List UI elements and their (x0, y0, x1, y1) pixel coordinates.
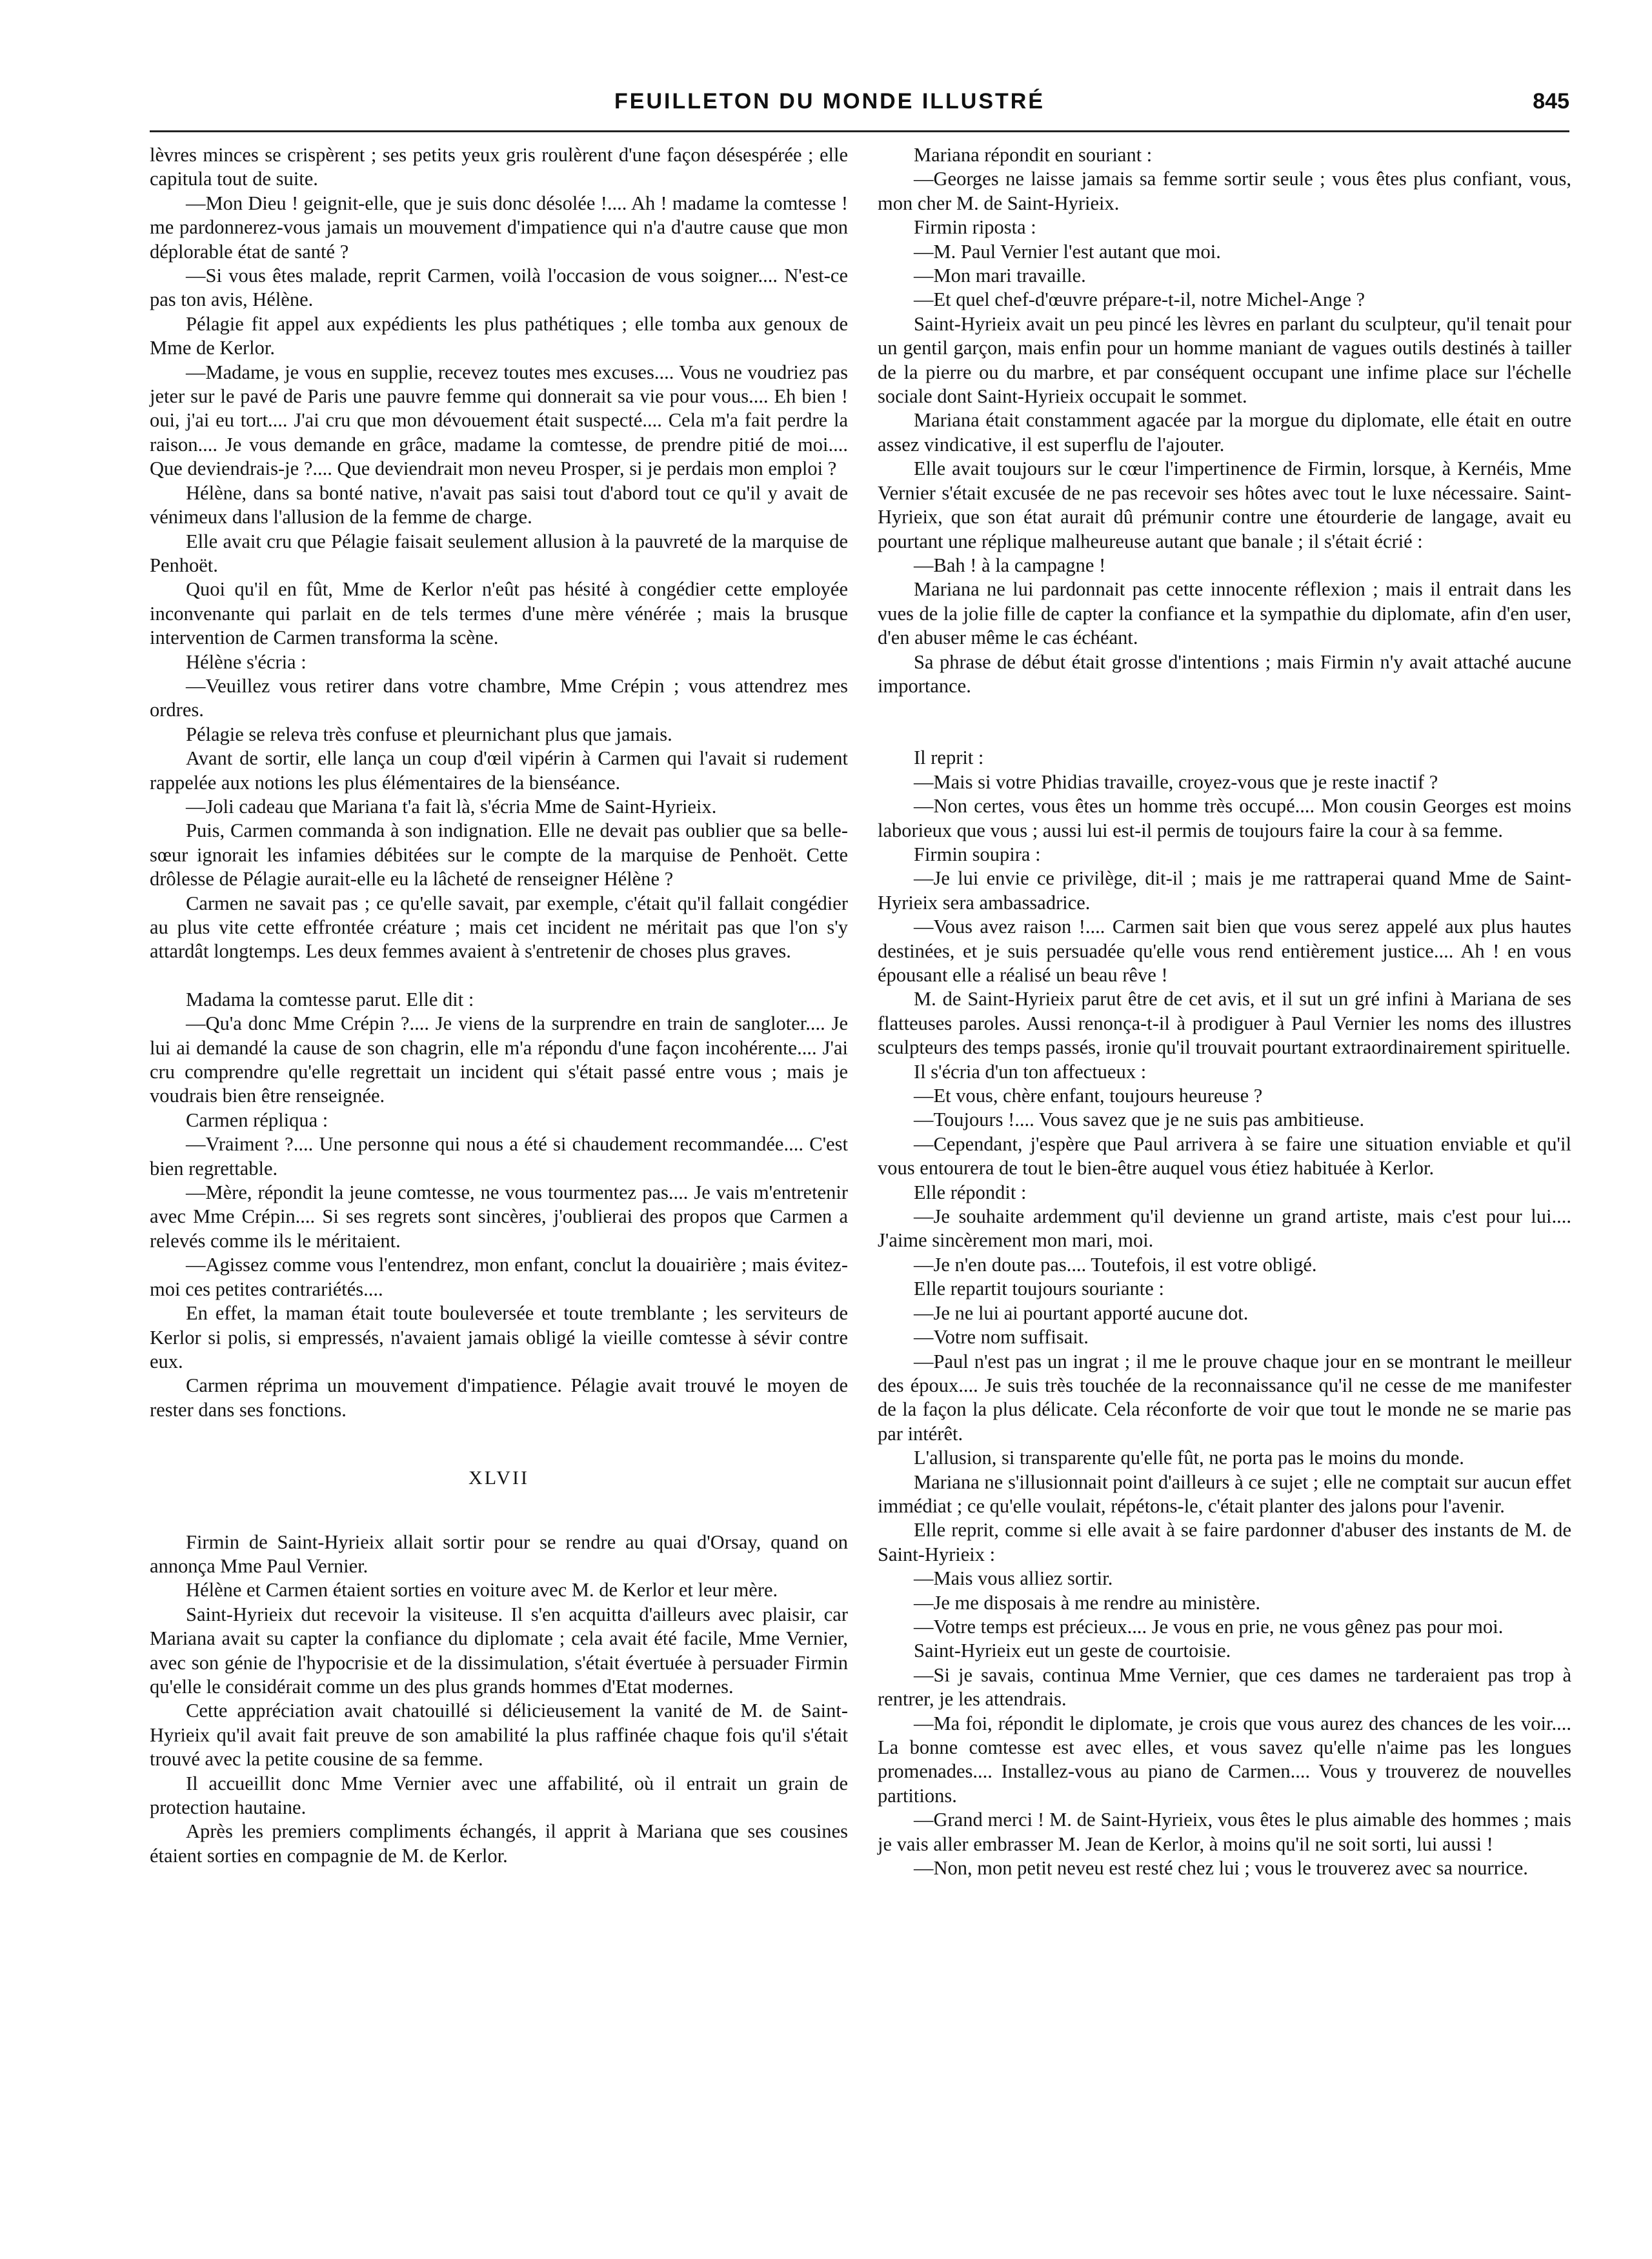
paragraph: Mariana ne s'illusionnait point d'ailleurs à ce sujet ; elle ne comptait sur aucun effet immédiat ; ce qu'elle voulait, répétons-le, c'était planter des jalons pour l'avenir. (878, 1471, 1571, 1517)
paragraph: —Grand merci ! M. de Saint-Hyrieix, vous êtes le plus aimable des hommes ; mais je vais aller embrasser M. Jean de Kerlor, à moins qu'il ne soit sorti, lui aussi ! (878, 1809, 1571, 1855)
paragraph: —Madame, je vous en supplie, recevez toutes mes excuses.... Vous ne voudriez pas jeter sur le pavé de Paris une pauvre femme qui donnerait sa vie pour vous.... Eh bien ! oui, j'ai eu tort.... J'ai cru que mon dévouement était suspecté.... Cela m'a fait perdre la raison.... Je vous demande en grâce, madame la comtesse, de prendre pitié de moi.... Que deviendrais-je ?.... Que deviendrait mon neveu Prosper, si je perdais mon emploi ? (150, 361, 848, 480)
paragraph: Pélagie fit appel aux expédients les plus pathétiques ; elle tomba aux genoux de Mme de Kerlor. (150, 312, 848, 359)
paragraph: En effet, la maman était toute bouleversée et toute tremblante ; les serviteurs de Kerlor si polis, si empressés, n'avaient jamais obligé la vieille comtesse à sévir contre eux. (150, 1302, 848, 1372)
paragraph: —Ma foi, répondit le diplomate, je crois que vous aurez des chances de les voir.... La bonne comtesse est avec elles, et vous savez qu'elle n'aime pas les longues promenades.... Installez-vous au piano de Carmen.... Vous y trouverez de nouvelles partitions. (878, 1712, 1571, 1807)
paragraph: Hélène, dans sa bonté native, n'avait pas saisi tout d'abord tout ce qu'il y avait de vénimeux dans l'allusion de la femme de charge. (150, 481, 848, 528)
paragraph: —Joli cadeau que Mariana t'a fait là, s'écria Mme de Saint-Hyrieix. (186, 795, 717, 818)
page-number: 845 (1533, 89, 1569, 114)
paragraph: —Vous avez raison !.... Carmen sait bien que vous serez appelé aux plus hautes destinées, et je suis persuadée qu'elle vous rend entièrement justice.... Ah ! en vous épousant elle a réalisé un beau rêve ! (878, 916, 1571, 986)
paragraph: Madama la comtesse parut. Elle dit : (186, 988, 474, 1010)
paragraph: Elle avait cru que Pélagie faisait seulement allusion à la pauvreté de la marquise de Penhoët. (150, 530, 848, 576)
paragraph: Carmen ne savait pas ; ce qu'elle savait, par exemple, c'était qu'il fallait congédier au plus vite cette effrontée créature ; mais cet incident ne méritait pas que l'on s'y attardât longtemps. Les deux femmes avaient à s'entretenir de choses plus graves. (150, 892, 848, 963)
paragraph: Mariana était constamment agacée par la morgue du diplomate, elle était en outre assez vindicative, il est superflu de l'ajouter. (878, 409, 1571, 456)
paragraph: —Vraiment ?.... Une personne qui nous a été si chaudement recommandée.... C'est bien regrettable. (150, 1133, 848, 1180)
paragraph: Quoi qu'il en fût, Mme de Kerlor n'eût pas hésité à congédier cette employée inconvenante qui parlait en de tels termes d'une mère vénérée ; mais la brusque intervention de Carmen transforma la scène. (150, 578, 848, 649)
left-column (150, 143, 848, 1868)
paragraph: —Je n'en doute pas.... Toutefois, il est votre obligé. (914, 1253, 1317, 1276)
paragraph: —Toujours !.... Vous savez que je ne suis pas ambitieuse. (914, 1109, 1365, 1131)
paragraph: Elle repartit toujours souriante : (914, 1278, 1164, 1300)
paragraph: —Si je savais, continua Mme Vernier, que ces dames ne tarderaient pas trop à rentrer, je les attendrais. (878, 1663, 1571, 1711)
running-head: FEUILLETON DU MONDE ILLUSTRÉ (614, 89, 1045, 114)
paragraph: Saint-Hyrieix eut un geste de courtoisie. (914, 1640, 1231, 1662)
paragraph: Elle reprit, comme si elle avait à se faire pardonner d'abuser des instants de M. de Saint-Hyrieix : (878, 1519, 1571, 1565)
paragraph: Carmen répliqua : (186, 1109, 328, 1131)
paragraph: Hélène s'écria : (186, 650, 307, 673)
paragraph: Après les premiers compliments échangés, il apprit à Mariana que ses cousines étaient sorties en compagnie de M. de Kerlor. (150, 1820, 848, 1867)
paragraph: —Et vous, chère enfant, toujours heureuse ? (914, 1085, 1263, 1107)
header-rule (150, 130, 1569, 132)
paragraph: Elle répondit : (914, 1181, 1027, 1203)
paragraph: Mariana ne lui pardonnait pas cette innocente réflexion ; mais il entrait dans les vues de la jolie fille de capter la confiance et la sympathie du diplomate, afin d'en user, d'en abuser même le cas échéant. (878, 578, 1571, 649)
paragraph: —Bah ! à la campagne ! (914, 554, 1106, 576)
paragraph: —Mon Dieu ! geignit-elle, que je suis donc désolée !.... Ah ! madame la comtesse ! me pardonnerez-vous jamais un mouvement d'impatience qui n'a d'autre cause que mon déplorable état de santé ? (150, 192, 848, 263)
paragraph: —Veuillez vous retirer dans votre chambre, Mme Crépin ; vous attendrez mes ordres. (150, 674, 848, 721)
paragraph: —Je lui envie ce privilège, dit-il ; mais je me rattraperai quand Mme de Saint-Hyrieix sera ambassadrice. (878, 867, 1571, 914)
paragraph: —Mais si votre Phidias travaille, croyez-vous que je reste inactif ? (914, 770, 1438, 793)
paragraph: —Votre nom suffisait. (914, 1326, 1089, 1349)
paragraph: Avant de sortir, elle lança un coup d'œil vipérin à Carmen qui l'avait si rudement rappelée aux notions les plus élémentaires de la bienséance. (150, 747, 848, 794)
paragraph: Il s'écria d'un ton affectueux : (914, 1060, 1147, 1083)
paragraph: Il reprit : (914, 747, 984, 769)
paragraph: —Agissez comme vous l'entendrez, mon enfant, conclut la douairière ; mais évitez-moi ces petites contrariétés.... (150, 1254, 848, 1300)
paragraph: L'allusion, si transparente qu'elle fût, ne porta pas le moins du monde. (914, 1447, 1464, 1469)
paragraph: Firmin soupira : (914, 843, 1041, 865)
paragraph: —Georges ne laisse jamais sa femme sortir seule ; vous êtes plus confiant, vous, mon cher M. de Saint-Hyrieix. (878, 168, 1571, 214)
paragraph: —Je ne lui ai pourtant apporté aucune dot. (914, 1301, 1249, 1324)
paragraph: —Paul n'est pas un ingrat ; il me le prouve chaque jour en se montrant le meilleur des époux.... Je suis très touchée de la reconnaissance qu'il ne cesse de me manifester de la façon la plus délicate. Cela réconforte de voir que tout le monde ne se marie pas par intérêt. (878, 1350, 1571, 1445)
right-column (878, 143, 1571, 1880)
paragraph: —Mère, répondit la jeune comtesse, ne vous tourmentez pas.... Je vais m'entretenir avec Mme Crépin.... Si ses regrets sont sincères, j'oublierai des propos que Carmen a relevés comme ils le méritaient. (150, 1181, 848, 1252)
paragraph: —Mais vous alliez sortir. (914, 1567, 1113, 1590)
paragraph: Il accueillit donc Mme Vernier avec une affabilité, où il entrait un grain de protection hautaine. (150, 1772, 848, 1818)
paragraph: Cette appréciation avait chatouillé si délicieusement la vanité de M. de Saint-Hyrieix qu'il avait fait preuve de son amabilité la plus raffinée chaque fois qu'il s'était trouvé avec la petite cousine de sa femme. (150, 1700, 848, 1771)
chapter-heading: XLVII (468, 1467, 529, 1489)
paragraph: —Et quel chef-d'œuvre prépare-t-il, notre Michel-Ange ? (914, 288, 1365, 311)
paragraph: Firmin riposta : (914, 216, 1036, 239)
paragraph: Saint-Hyrieix dut recevoir la visiteuse. Il s'en acquitta d'ailleurs avec plaisir, car Mariana avait su capter la confiance du diplomate ; cela avait été facile, Mme Vernier, avec son génie de l'hypocrisie et de la dissimulation, s'était évertuée à persuader Firmin qu'elle le considérait comme un des plus grands hommes d'Etat modernes. (150, 1603, 848, 1698)
paragraph: Pélagie se releva très confuse et pleurnichant plus que jamais. (186, 723, 672, 745)
paragraph: —Qu'a donc Mme Crépin ?.... Je viens de la surprendre en train de sangloter.... Je lui ai demandé la cause de son chagrin, elle m'a répondu d'une façon incohérente.... J'ai cru comprendre qu'elle regrettait un incident qui s'était passé entre vous ; mais je voudrais bien être renseignée. (150, 1012, 848, 1107)
paragraph: Hélène et Carmen étaient sorties en voiture avec M. de Kerlor et leur mère. (186, 1579, 778, 1601)
paragraph: —Je souhaite ardemment qu'il devienne un grand artiste, mais c'est pour lui.... J'aime sincèrement mon mari, moi. (878, 1205, 1571, 1252)
paragraph: Saint-Hyrieix avait un peu pincé les lèvres en parlant du sculpteur, qu'il tenait pour un gentil garçon, mais enfin pour un homme maniant de vagues outils destinés à tailler de la pierre ou du marbre, et par conséquent occupant une infime place sur l'échelle sociale dont Saint-Hyrieix occupait le sommet. (878, 312, 1571, 408)
paragraph: Mariana répondit en souriant : (914, 144, 1153, 166)
paragraph: M. de Saint-Hyrieix parut être de cet avis, et il sut un gré infini à Mariana de ses flatteuses paroles. Aussi renonça-t-il à prodiguer à Paul Vernier les noms des illustres sculpteurs des temps passés, ironie qu'il trouvait pourtant extraordinairement spirituelle. (878, 988, 1571, 1059)
paragraph: —Mon mari travaille. (914, 265, 1086, 287)
paragraph: —Non certes, vous êtes un homme très occupé.... Mon cousin Georges est moins laborieux que vous ; aussi lui est-il permis de toujours faire la cour à sa femme. (878, 795, 1571, 841)
paragraph: —M. Paul Vernier l'est autant que moi. (914, 240, 1221, 263)
paragraph: Firmin de Saint-Hyrieix allait sortir pour se rendre au quai d'Orsay, quand on annonça Mme Paul Vernier. (150, 1531, 848, 1577)
paragraph: —Si vous êtes malade, reprit Carmen, voilà l'occasion de vous soigner.... N'est-ce pas ton avis, Hélène. (150, 265, 848, 311)
paragraph: —Votre temps est précieux.... Je vous en prie, ne vous gênez pas pour moi. (914, 1615, 1504, 1638)
paragraph: —Je me disposais à me rendre au ministère. (914, 1591, 1260, 1614)
paragraph: —Cependant, j'espère que Paul arrivera à se faire une situation enviable et qu'il vous entourera de tout le bien-être auquel vous étiez habituée à Kerlor. (878, 1132, 1571, 1180)
paragraph: Carmen réprima un mouvement d'impatience. Pélagie avait trouvé le moyen de rester dans ses fonctions. (150, 1374, 848, 1421)
paragraph: —Non, mon petit neveu est resté chez lui ; vous le trouverez avec sa nourrice. (914, 1857, 1528, 1880)
page-header (150, 89, 1569, 128)
paragraph: Puis, Carmen commanda à son indignation. Elle ne devait pas oublier que sa belle-sœur ignorait les infamies débitées sur le compte de la marquise de Penhoët. Cette drôlesse de Pélagie aurait-elle eu la lâcheté de renseigner Hélène ? (150, 819, 848, 890)
paragraph: lèvres minces se crispèrent ; ses petits yeux gris roulèrent d'une façon désespérée ; elle capitula tout de suite. (150, 144, 848, 190)
paragraph: Sa phrase de début était grosse d'intentions ; mais Firmin n'y avait attaché aucune importance. (878, 650, 1571, 697)
paragraph: Elle avait toujours sur le cœur l'impertinence de Firmin, lorsque, à Kernéis, Mme Vernier s'était excusée de ne pas recevoir ses hôtes avec tout le luxe nécessaire. Saint-Hyrieix, que son état aurait dû prémunir contre une étourderie de langage, avait eu pourtant une réplique malheureuse autant que banale ; il s'était écrié : (878, 457, 1571, 552)
